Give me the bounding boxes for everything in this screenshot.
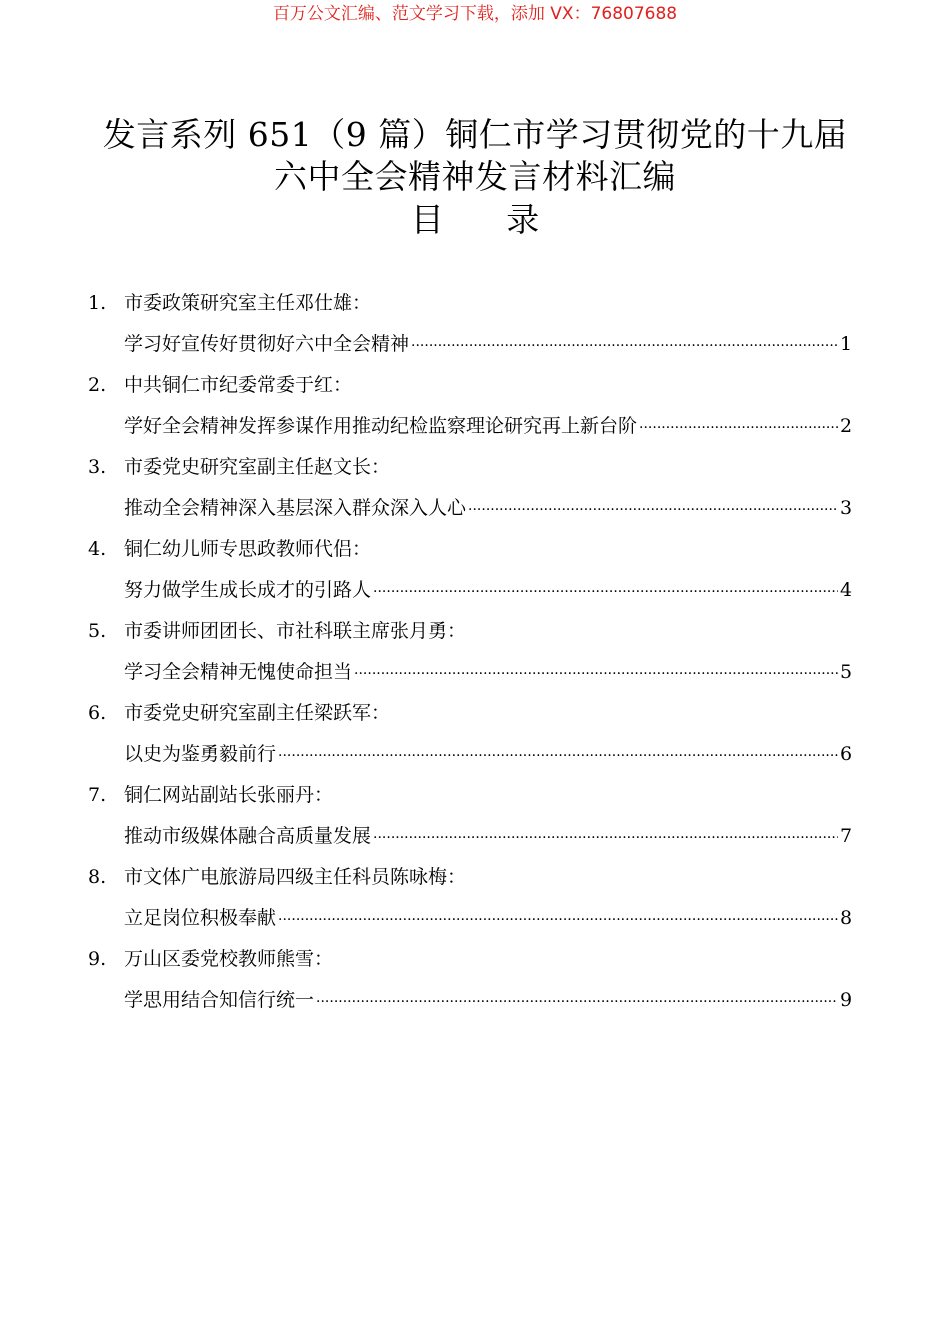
document-title-line-2: 六中全会精神发言材料汇编 (274, 157, 676, 196)
toc-speaker (88, 452, 850, 493)
dot-leader (354, 657, 838, 691)
toc-speaker (88, 862, 850, 903)
toc-title-row[interactable] (88, 575, 853, 616)
toc-page-number: 5 (840, 661, 853, 683)
toc-number: 3. (88, 456, 107, 478)
toc-page-number: 2 (840, 415, 853, 437)
toc-speaker-text: 市委讲师团团长、市社科联主席张月勇： (124, 620, 467, 642)
toc-item (88, 862, 853, 944)
toc-speaker-text: 市委党史研究室副主任赵文长： (124, 456, 391, 478)
dot-leader (411, 329, 838, 363)
toc-title-row[interactable] (88, 411, 853, 452)
toc-item (88, 370, 853, 452)
dot-leader (639, 411, 838, 445)
toc-number: 5. (88, 620, 107, 642)
toc-number: 7. (88, 784, 107, 806)
toc-title[interactable]: 学习好宣传好贯彻好六中全会精神 (124, 333, 410, 355)
toc-title[interactable]: 学好全会精神发挥参谋作用推动纪检监察理论研究再上新台阶 (124, 415, 638, 437)
toc-title[interactable]: 学习全会精神无愧使命担当 (124, 661, 353, 683)
toc-speaker-text: 市文体广电旅游局四级主任科员陈咏梅： (124, 866, 467, 888)
dot-leader (468, 493, 838, 527)
toc-number: 2. (88, 374, 107, 396)
toc-item (88, 698, 853, 780)
toc-title-row[interactable] (88, 739, 853, 780)
toc-title[interactable]: 推动全会精神深入基层深入群众深入人心 (124, 497, 467, 519)
toc-number: 9. (88, 948, 107, 970)
toc-speaker-text: 铜仁网站副站长张丽丹： (124, 784, 334, 806)
document-title-block (0, 114, 950, 242)
dot-leader (278, 739, 838, 773)
toc-page-number: 3 (840, 497, 853, 519)
toc-page-number: 1 (840, 333, 853, 355)
toc-item (88, 616, 853, 698)
document-title-line-1: 发言系列 651（9 篇）铜仁市学习贯彻党的十九届 (102, 115, 848, 154)
toc-speaker-text: 中共铜仁市纪委常委于红： (124, 374, 353, 396)
toc-item (88, 534, 853, 616)
toc-page-number: 4 (840, 579, 853, 601)
toc-title-row[interactable] (88, 985, 853, 1026)
dot-leader (316, 985, 838, 1019)
toc-speaker (88, 944, 850, 985)
toc-title[interactable]: 努力做学生成长成才的引路人 (124, 579, 372, 601)
toc-speaker-text: 市委党史研究室副主任梁跃军： (124, 702, 391, 724)
toc-page-number: 8 (840, 907, 853, 929)
toc-speaker-text: 市委政策研究室主任邓仕雄： (124, 292, 372, 314)
toc-number: 6. (88, 702, 107, 724)
toc-speaker (88, 370, 850, 411)
toc-item (88, 452, 853, 534)
dot-leader (373, 821, 838, 855)
toc-speaker-text: 万山区委党校教师熊雪： (124, 948, 334, 970)
toc-speaker (88, 780, 850, 821)
toc-title-row[interactable] (88, 493, 853, 534)
toc-item (88, 944, 853, 1026)
dot-leader (278, 903, 838, 937)
toc-title[interactable]: 推动市级媒体融合高质量发展 (124, 825, 372, 847)
dot-leader (373, 575, 838, 609)
toc-speaker (88, 698, 850, 739)
toc-page-number: 9 (840, 989, 853, 1011)
toc-number: 8. (88, 866, 107, 888)
toc-heading: 目 录 (410, 200, 566, 239)
toc-speaker (88, 288, 850, 329)
toc-title-row[interactable] (88, 329, 853, 370)
toc-title[interactable]: 立足岗位积极奉献 (124, 907, 277, 929)
toc-speaker-text: 铜仁幼儿师专思政教师代侣： (124, 538, 372, 560)
table-of-contents (88, 288, 853, 1026)
header-banner: 百万公文汇编、范文学习下载，添加 VX：76807688 (272, 4, 678, 24)
toc-page-number: 7 (840, 825, 853, 847)
toc-item (88, 780, 853, 862)
toc-page-number: 6 (840, 743, 853, 765)
toc-number: 4. (88, 538, 107, 560)
toc-number: 1. (88, 292, 107, 314)
toc-title-row[interactable] (88, 657, 853, 698)
toc-item (88, 288, 853, 370)
toc-title[interactable]: 学思用结合知信行统一 (124, 989, 315, 1011)
toc-speaker (88, 534, 850, 575)
toc-title-row[interactable] (88, 903, 853, 944)
toc-title[interactable]: 以史为鉴勇毅前行 (124, 743, 277, 765)
toc-speaker (88, 616, 850, 657)
toc-title-row[interactable] (88, 821, 853, 862)
